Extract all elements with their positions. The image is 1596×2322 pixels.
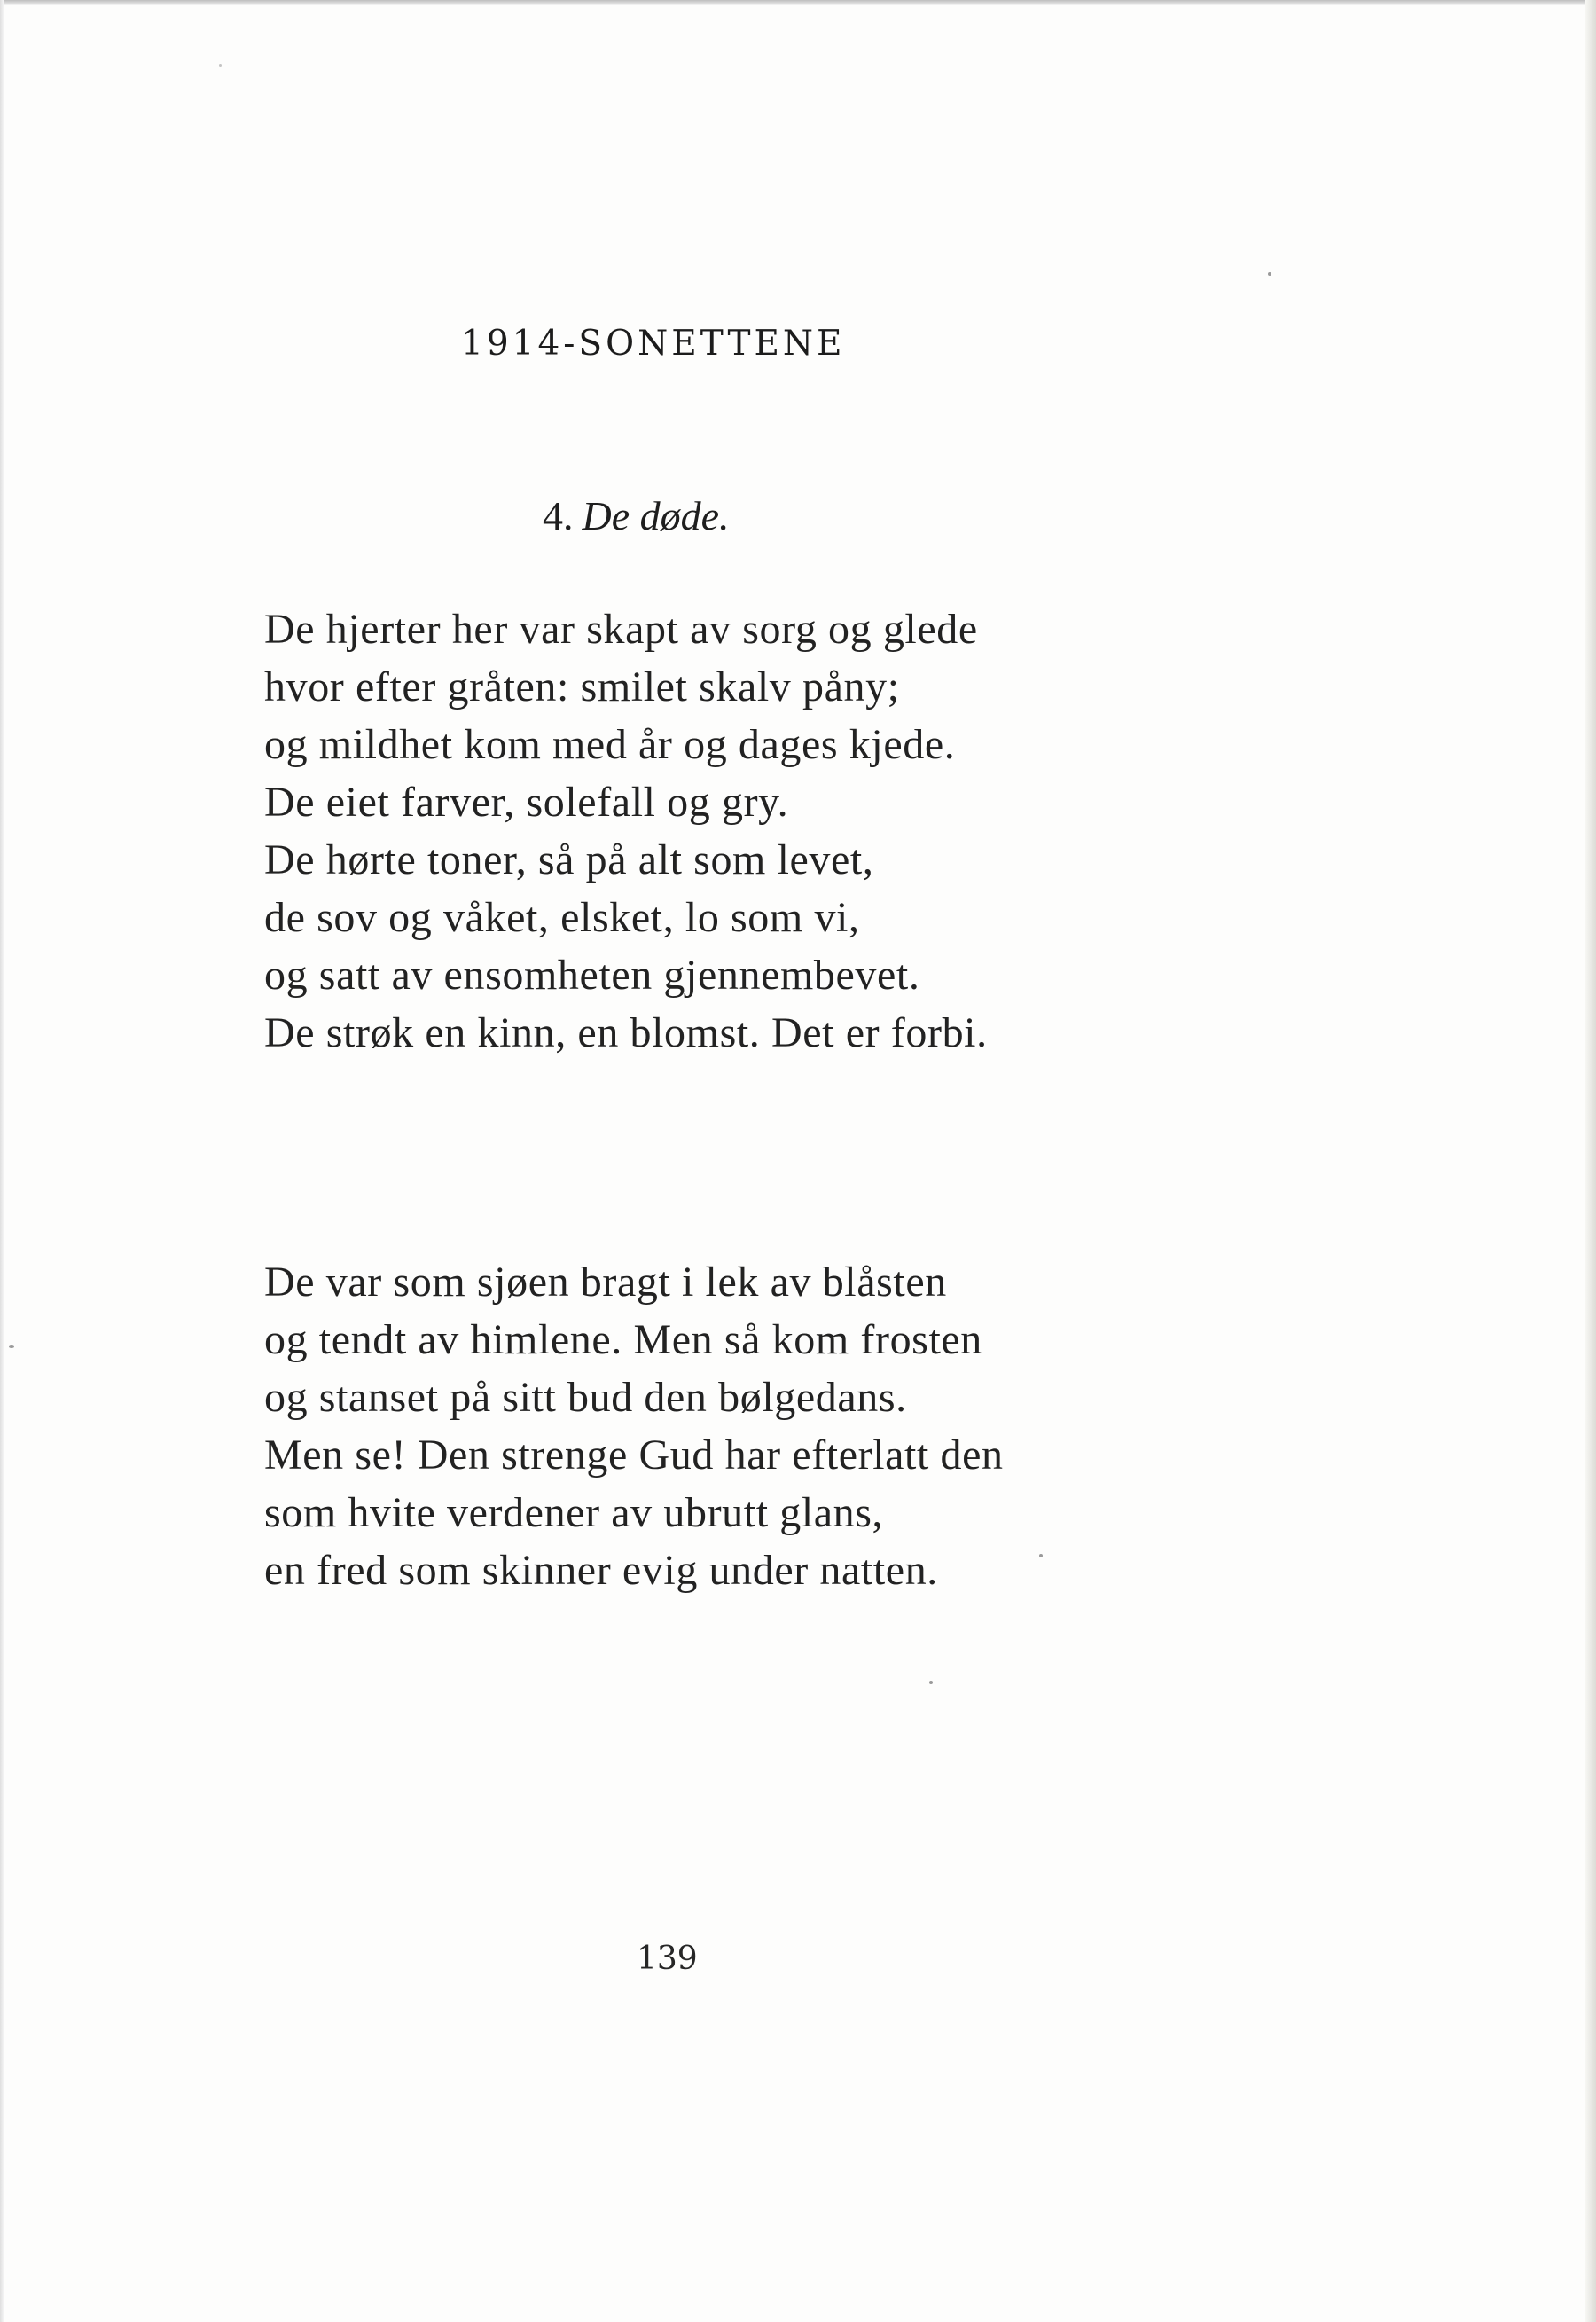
poem-line: som hvite verdener av ubrutt glans, [264, 1489, 884, 1536]
poem-line: De strøk en kinn, en blomst. Det er forbi. [264, 1009, 988, 1056]
page-top-edge [0, 0, 1596, 5]
poem-line: og stanset på sitt bud den bølgedans. [264, 1374, 907, 1421]
poem-line: hvor efter gråten: smilet skalv påny; [264, 663, 900, 710]
paper-speck [929, 1681, 933, 1684]
poem-line: Men se! Den strenge Gud har efterlatt den [264, 1432, 1004, 1479]
paper-speck [1268, 272, 1271, 276]
paper-speck [219, 64, 222, 67]
poem-title [543, 492, 730, 539]
poem-number: 4. [543, 493, 574, 538]
poem-name: De døde. [582, 493, 730, 538]
stanza-1 [264, 600, 988, 1062]
poem-line: De hjerter her var skapt av sorg og glede [264, 606, 978, 653]
poem-line: en fred som skinner evig under natten. [264, 1547, 938, 1594]
stanza-2 [264, 1253, 1004, 1599]
poem-line: De hørte toner, så på alt som levet, [264, 836, 874, 883]
poem-line: og mildhet kom med år og dages kjede. [264, 721, 956, 768]
poem-line: og tendt av himlene. Men så kom frosten [264, 1316, 982, 1363]
poem-line: og satt av ensomheten gjennembevet. [264, 952, 920, 999]
page-left-edge [0, 0, 4, 2322]
page-number: 139 [637, 1941, 698, 1977]
page-right-edge [1585, 0, 1596, 2322]
paper-speck [1039, 1554, 1043, 1557]
paper-speck [9, 1345, 14, 1348]
poem-line: De eiet farver, solefall og gry. [264, 779, 789, 826]
running-head: 1914-SONETTENE [461, 324, 846, 364]
poem-line: De var som sjøen bragt i lek av blåsten [264, 1259, 947, 1306]
poem-line: de sov og våket, elsket, lo som vi, [264, 894, 860, 941]
